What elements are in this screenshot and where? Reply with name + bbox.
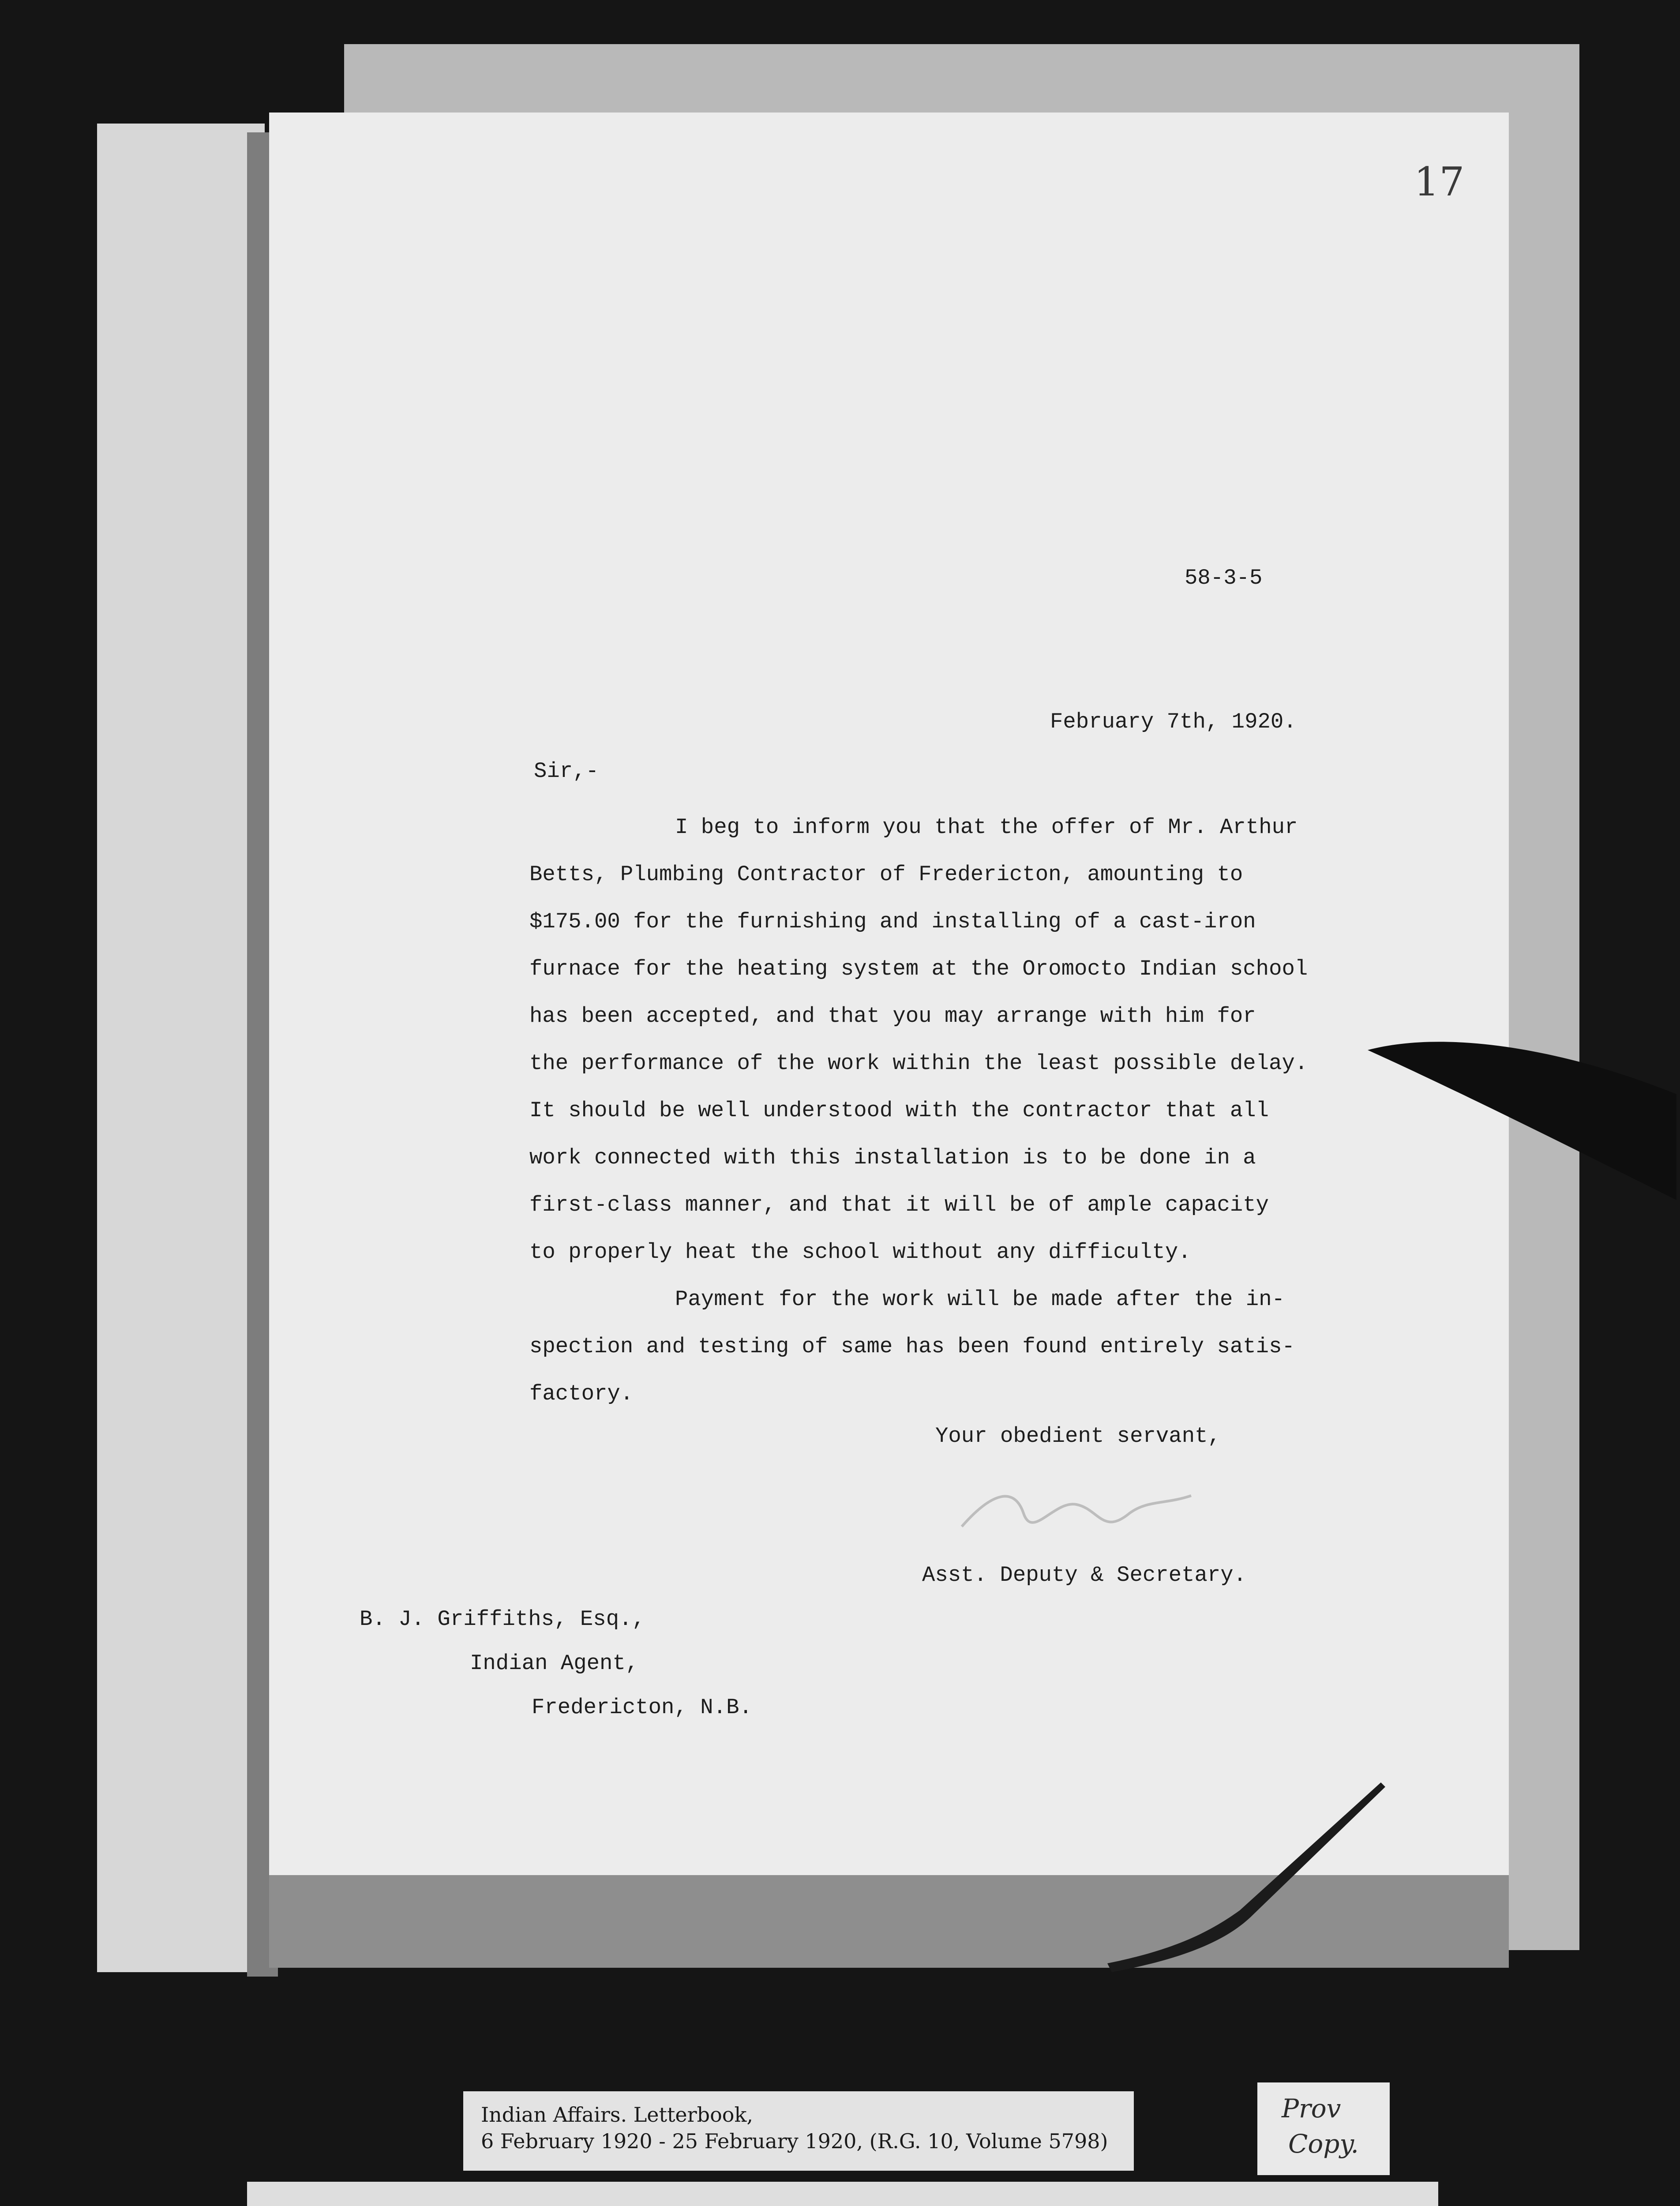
caption-line: Indian Affairs. Letterbook,	[481, 2103, 753, 2127]
letter-date: February 7th, 1920.	[1050, 709, 1297, 734]
page-number: 17	[1414, 159, 1465, 205]
closing: Your obedient servant,	[935, 1424, 1221, 1448]
file-number: 58-3-5	[1185, 566, 1263, 590]
body-line: I beg to inform you that the offer of Mr. Arthur	[675, 815, 1298, 840]
body-line: first-class manner, and that it will be of ample capacity	[529, 1193, 1269, 1217]
body-line: It should be well understood with the contractor that all	[529, 1098, 1269, 1123]
quill-shadow	[1094, 1765, 1394, 1972]
signature-title: Asst. Deputy & Secretary.	[922, 1563, 1247, 1587]
letter-page	[269, 113, 1509, 1952]
body-line: $175.00 for the furnishing and installing of a cast-iron	[529, 909, 1256, 934]
caption-line: 6 February 1920 - 25 February 1920, (R.G. 10, Volume 5798)	[481, 2129, 1108, 2153]
body-line: furnace for the heating system at the Oromocto Indian school	[529, 957, 1308, 981]
body-line: to properly heat the school without any difficulty.	[529, 1240, 1191, 1264]
addressee-line: Fredericton, N.B.	[532, 1695, 752, 1720]
public-archives-card	[247, 2182, 1438, 2206]
body-line: spection and testing of same has been found entirely satis-	[529, 1334, 1295, 1359]
body-line: Betts, Plumbing Contractor of Fredericton, amounting to	[529, 862, 1243, 887]
prov-tag-line: Prov	[1282, 2093, 1341, 2123]
addressee-line: Indian Agent,	[470, 1651, 639, 1676]
pointer-shadow	[1368, 1024, 1676, 1200]
salutation: Sir,-	[534, 759, 599, 784]
signature-scribble	[953, 1474, 1200, 1549]
archive-caption	[463, 2091, 1134, 2171]
body-line: Payment for the work will be made after the in-	[675, 1287, 1285, 1312]
body-line: has been accepted, and that you may arrange with him for	[529, 1004, 1256, 1028]
addressee-line: B. J. Griffiths, Esq.,	[360, 1607, 645, 1632]
left-paper-strip	[97, 124, 265, 1972]
body-line: factory.	[529, 1381, 634, 1406]
body-line: the performance of the work within the least possible delay.	[529, 1051, 1308, 1076]
prov-tag-line: Copy.	[1288, 2129, 1359, 2159]
body-line: work connected with this installation is to be done in a	[529, 1145, 1256, 1170]
prov-copy-tag	[1257, 2082, 1390, 2175]
